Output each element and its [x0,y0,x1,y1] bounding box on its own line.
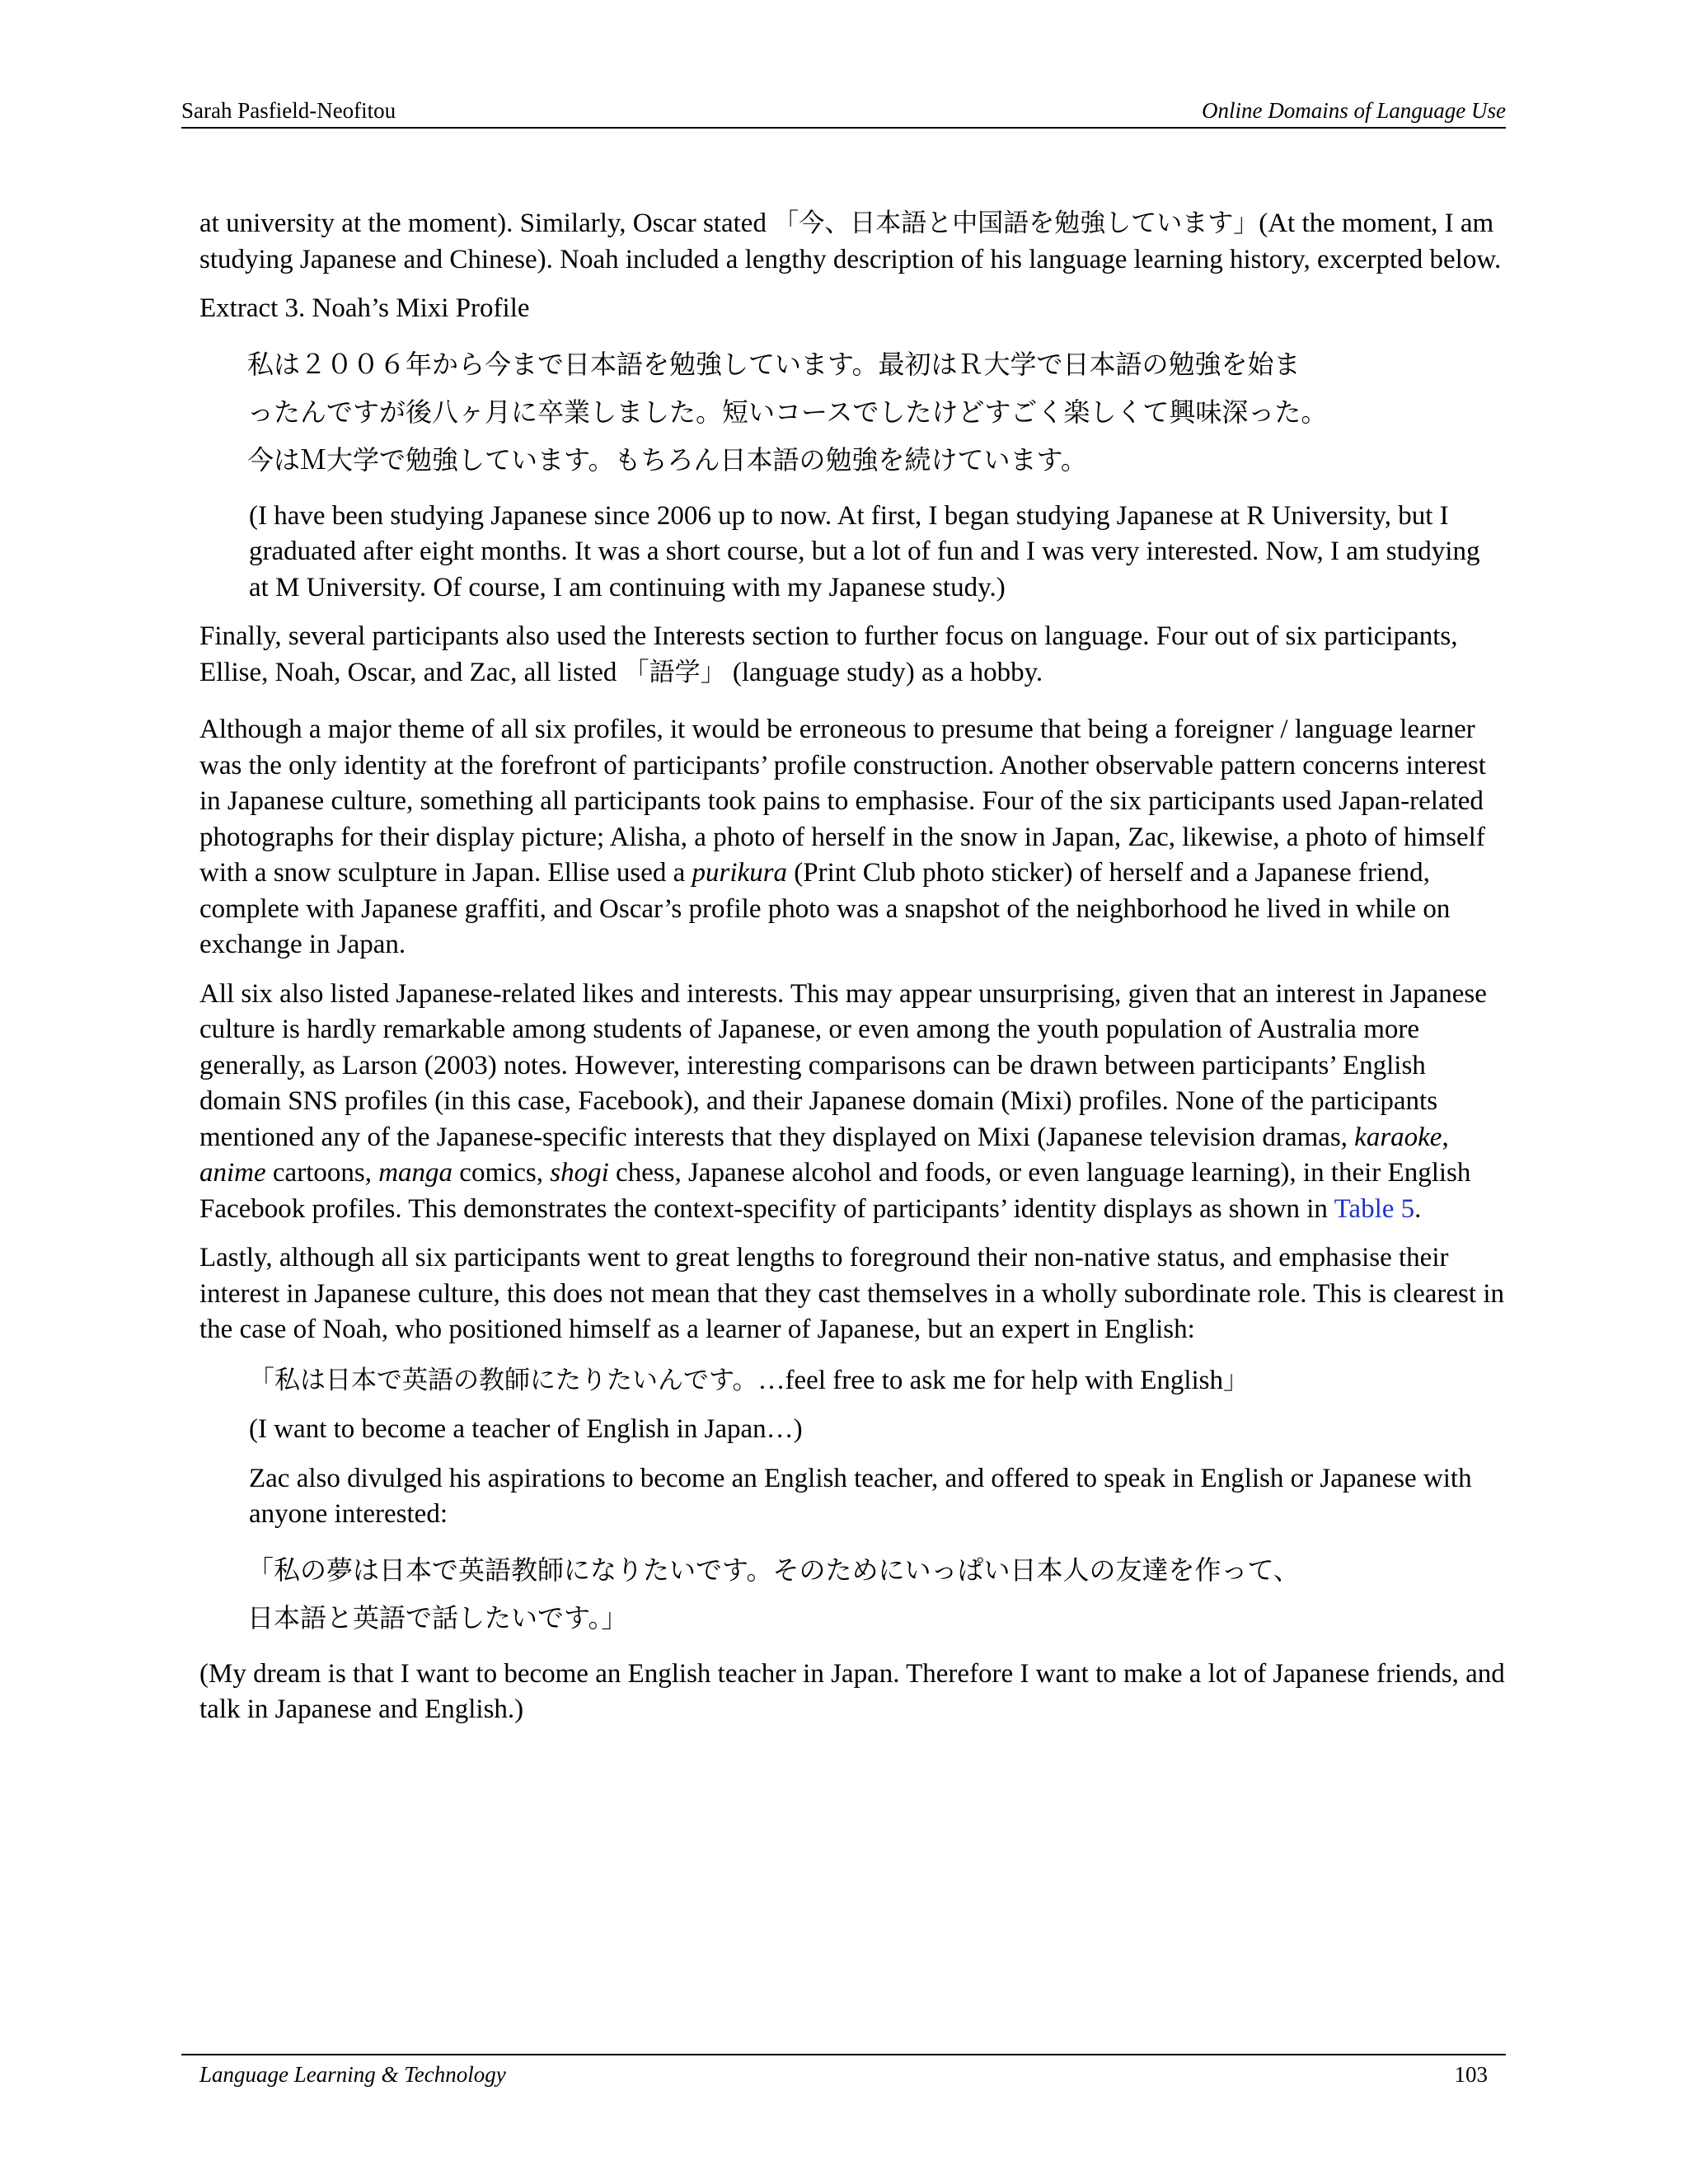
japanese-quote-oscar: 「今、日本語と中国語を勉強しています」 [773,209,1259,238]
paragraph-noah-expert: Lastly, although all six participants went to great lengths to foreground their non-native status, and emphasise their interest in Japanese culture, this does not mean that they cast themselves in a wholly subordinate role. This is clearest in the case of Noah, who positioned himself as a learner of Japanese, but an expert in English: [199,1243,1504,1344]
running-header [181,96,1506,129]
paragraph-interests: Finally, several participants also used the Interests section to further focus on language. Four out of six participants, Ellise, Noah, Oscar, and Zac, all listed 「語学」 (language study) as a hobby. [199,621,1458,687]
running-footer [181,2054,1506,2092]
footer-journal: Language Learning & Technology [199,2062,506,2087]
japanese-term-gogaku: 「語学」 [623,657,726,687]
article-body [199,206,1506,1741]
extract-translation: (I have been studying Japanese since 2006 up to now. At first, I began studying Japanese at R University, but I graduated after eight months. It was a short course, but a lot of fun and I was very interested. Now, I am studying at M University. Of course, I am continuing with my Japanese study.) [249,500,1480,602]
paragraph-culture: Although a major theme of all six profiles, it would be erroneous to presume that being a foreigner / language learner was the only identity at the forefront of participants’ profile construction. Another observable pattern concerns interest in Japanese culture, something all participants took pains to emphasise. Four of the six participants used Japan-related photographs for their display picture; Alisha, a photo of herself in the snow in Japan, Zac, likewise, a photo of himself with a snow sculpture in Japan. Ellise used a purikura (Print Club photo sticker) of herself and a Japanese friend, complete with Japanese graffiti, and Oscar’s profile photo was a snapshot of the neighborhood he lived in while on exchange in Japan. [199,715,1486,959]
extract-japanese: 私は２００６年から今まで日本語を勉強しています。最初はＲ大学で日本語の勉強を始ま ったんですが後八ヶ月に卒業しました。短いコースでしたけどすごく楽しくて興味深った。 今はＭ大学で勉強しています。もちろん日本語の勉強を続けています。 [247,348,1328,476]
page-number: 103 [1454,2062,1488,2087]
paragraph-zac: Zac also divulged his aspirations to become an English teacher, and offered to speak in English or Japanese with anyone interested: [249,1463,1472,1529]
paragraph-likes: All six also listed Japanese-related likes and interests. This may appear unsurprising, given that an interest in Japanese culture is hardly remarkable among students of Japanese, or even among the youth population of Australia more generally, as Larson (2003) notes. However, interesting comparisons can be drawn between participants’ English domain SNS profiles (in this case, Facebook), and their Japanese domain (Mixi) profiles. None of the participants mentioned any of the Japanese-specific interests that they displayed on Mixi (Japanese television dramas, karaoke, anime cartoons, manga comics, shogi chess, Japanese alcohol and foods, or even language learning), in their English Facebook profiles. This demonstrates the context-specifity of participants’ identity displays as shown in Table 5. [199,978,1487,1224]
extract-label: Extract 3. Noah’s Mixi Profile [199,293,530,323]
quote-noah: 「私は日本で英語の教師にたりたいんです。…feel free to ask me for help with English」 [249,1365,1250,1395]
header-author: Sarah Pasfield-Neofitou [181,98,396,123]
header-title: Online Domains of Language Use [1202,98,1506,123]
table-5-link[interactable]: Table 5 [1334,1193,1415,1224]
quote-zac-translation: (My dream is that I want to become an English teacher in Japan. Therefore I want to make a lot of Japanese friends, and talk in Japanese and English.) [199,1658,1505,1724]
quote-noah-translation: (I want to become a teacher of English in Japan…) [249,1414,803,1444]
quote-zac-japanese: 「私の夢は日本で英語教師になりたいです。そのためにいっぱい日本人の友達を作って、 日本語と英語で話したいです。」 [247,1554,1300,1633]
paragraph-oscar: at university at the moment). Similarly, Oscar stated 「今、日本語と中国語を勉強しています」(At the moment, I am studying Japanese and Chinese). Noah included a lengthy description of his language learning history, excerpted below. [199,209,1502,274]
